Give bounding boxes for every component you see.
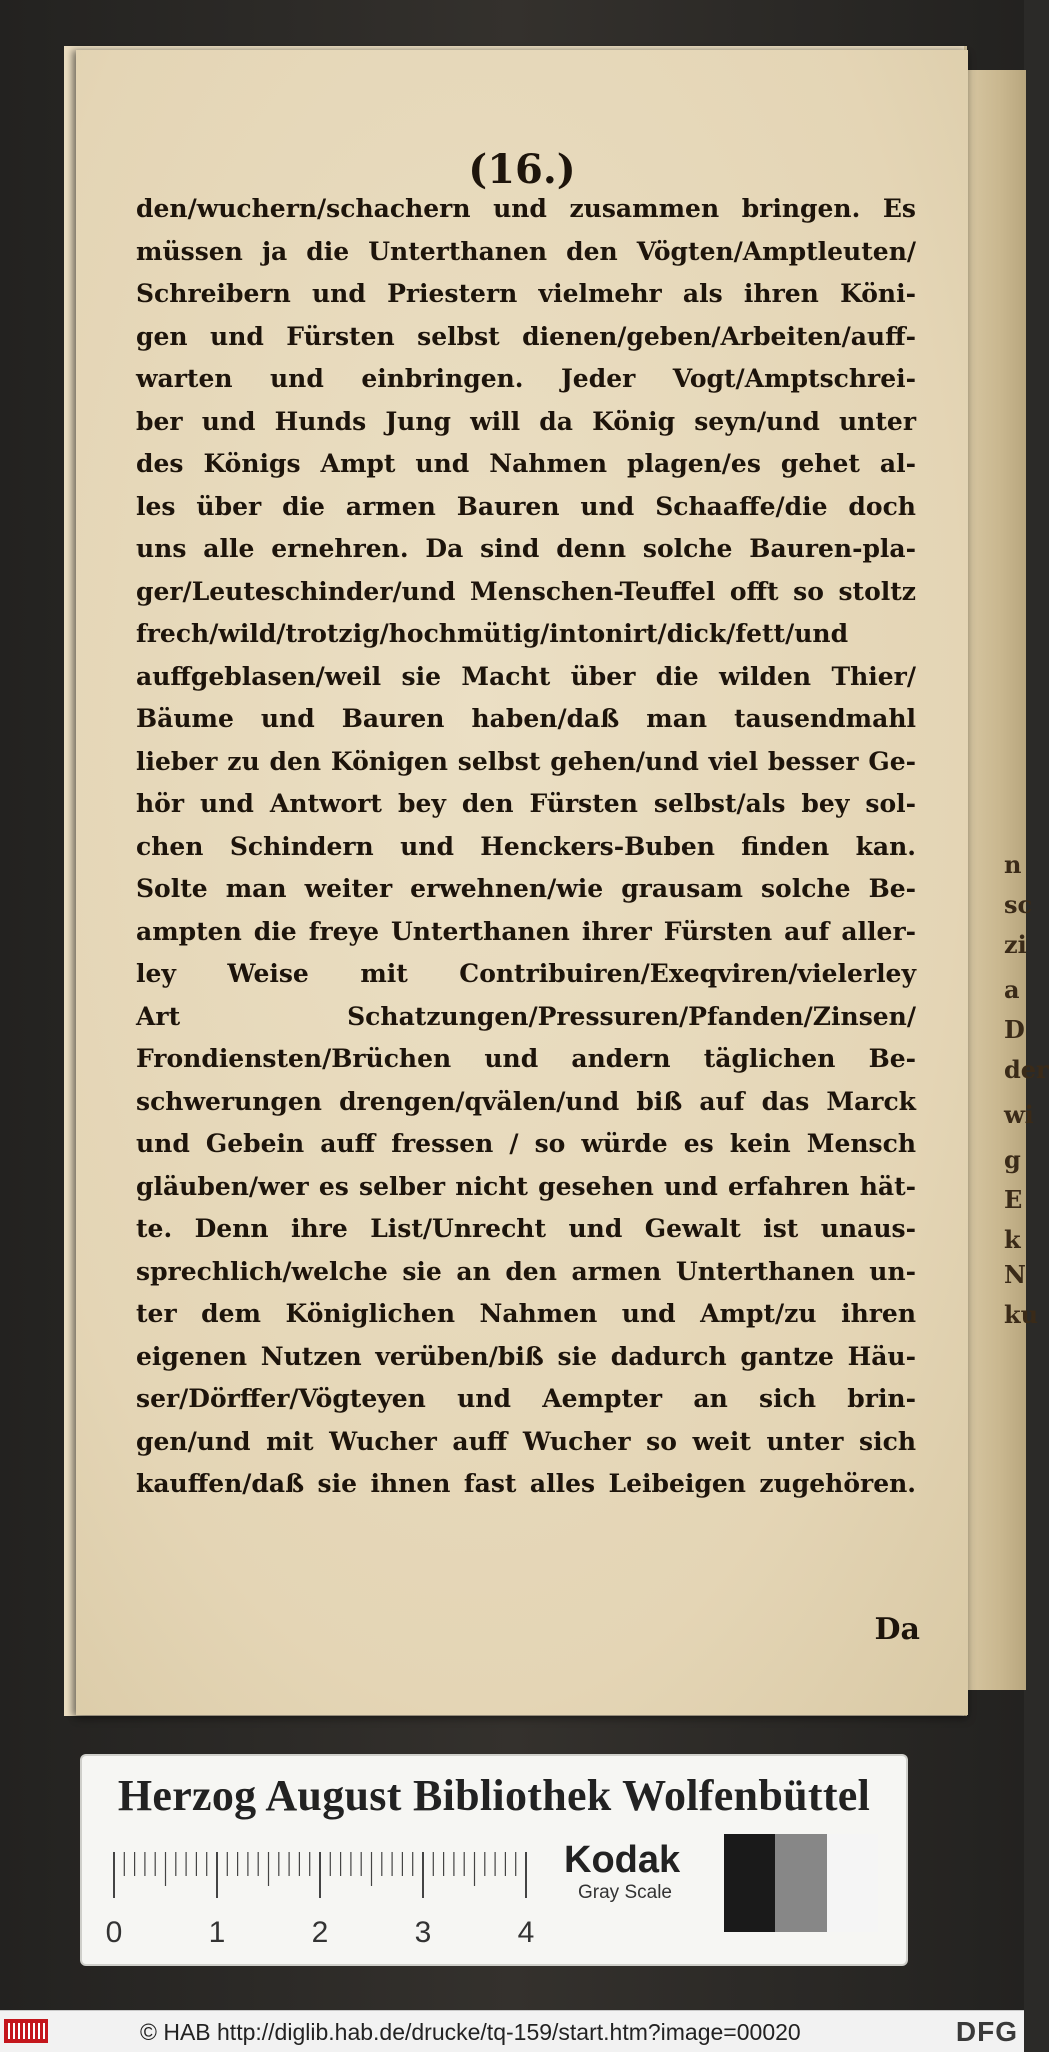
- adjacent-page-fragment: wi: [1004, 1100, 1034, 1129]
- copyright-url: © HAB http://diglib.hab.de/drucke/tq-159/start.htm?image=00020: [140, 2019, 801, 2045]
- text-line: schwerungen drengen/qvälen/und biß auf das Marck: [136, 1086, 916, 1116]
- text-line: den/wuchern/schachern und zusammen bringen. Es: [136, 194, 916, 223]
- text-line: les über die armen Bauren und Schaaffe/die doch: [136, 491, 916, 521]
- text-line: gläuben/wer es selber nicht gesehen und erfahren hät-: [136, 1171, 916, 1201]
- text-line: ser/Dörffer/Vögteyen und Aempter an sich brin-: [136, 1384, 916, 1413]
- gray-swatch: [775, 1834, 826, 1932]
- text-line: ley Weise mit Contribuiren/Exeqviren/vielerley: [136, 959, 916, 988]
- adjacent-page-fragment: g: [1004, 1145, 1021, 1174]
- library-name: Herzog August Bibliothek Wolfenbüttel: [117, 1771, 871, 1820]
- text-line: kauffen/daß sie ihnen fast alles Leibeigen zugehören.: [136, 1469, 916, 1498]
- adjacent-page-fragment: E: [1004, 1185, 1023, 1214]
- adjacent-page-fragment: k: [1004, 1225, 1021, 1254]
- adjacent-page-fragment: N: [1004, 1260, 1026, 1289]
- book-page: [76, 50, 968, 1715]
- adjacent-page-fragment: der: [1004, 1055, 1049, 1084]
- text-line: Art Schatzungen/Pressuren/Pfanden/Zinsen/: [136, 1001, 916, 1031]
- page-number: (16.): [468, 146, 576, 193]
- text-line: uns alle ernehren. Da sind denn solche Bauren-pla-: [136, 534, 916, 563]
- text-line: gen und Fürsten selbst dienen/geben/Arbeiten/auff-: [136, 321, 916, 351]
- text-line: lieber zu den Königen selbst gehen/und viel besser Ge-: [136, 746, 916, 776]
- ruler-number: 2: [311, 1916, 329, 1949]
- hab-logo-icon: [4, 2019, 48, 2043]
- text-line: ampten die freye Unterthanen ihrer Fürsten auf aller-: [136, 916, 916, 946]
- kodak-label: [564, 1838, 734, 1904]
- text-line: eigenen Nutzen verüben/biß sie dadurch gantze Häu-: [136, 1341, 916, 1371]
- catchword: Da: [874, 1612, 920, 1647]
- adjacent-page-fragment: n: [1004, 850, 1022, 879]
- kodak-name: Kodak: [564, 1839, 681, 1881]
- adjacent-page-fragment: zi: [1004, 930, 1027, 959]
- adjacent-page-fragment: ku: [1004, 1300, 1039, 1329]
- text-line: ter dem Königlichen Nahmen und Ampt/zu ihren: [136, 1299, 916, 1328]
- page-text: [136, 188, 916, 1506]
- adjacent-page-fragment: sc: [1004, 890, 1033, 919]
- dfg-logo: DFG: [955, 2016, 1018, 2047]
- text-line: Solte man weiter erwehnen/wie grausam solche Be-: [136, 874, 916, 903]
- gray-scale-label: Gray Scale: [578, 1882, 672, 1903]
- text-line: chen Schindern und Henckers-Buben finden kan.: [136, 831, 916, 861]
- ruler-number: 4: [517, 1916, 535, 1949]
- adjacent-page-fragment: D: [1004, 1015, 1025, 1044]
- ruler-number: 3: [414, 1916, 432, 1949]
- ruler-number: 1: [208, 1916, 226, 1949]
- text-line: ger/Leuteschinder/und Menschen-Teuffel offt so stoltz: [136, 576, 916, 606]
- text-line: frech/wild/trotzig/hochmütig/intonirt/dick/fett/und: [136, 619, 849, 648]
- text-line: gen/und mit Wucher auff Wucher so weit unter sich: [136, 1426, 916, 1456]
- footer-bar: [0, 2010, 1024, 2052]
- text-line: sprechlich/welche sie an den armen Unterthanen un-: [136, 1256, 916, 1286]
- text-line: te. Denn ihre List/Unrecht und Gewalt ist unaus-: [136, 1214, 916, 1243]
- text-line: müssen ja die Unterthanen den Vögten/Amptleuten/: [136, 236, 916, 266]
- gray-scale-swatches: [724, 1834, 878, 1932]
- text-line: hör und Antwort bey den Fürsten selbst/als bey sol-: [136, 789, 916, 818]
- text-line: ber und Hunds Jung will da König seyn/und unter: [136, 406, 916, 436]
- adjacent-page-edge: [960, 70, 1049, 1690]
- gray-swatch: [827, 1834, 878, 1932]
- text-line: Bäume und Bauren haben/daß man tausendmahl: [136, 704, 916, 733]
- text-line: des Königs Ampt und Nahmen plagen/es gehet al-: [136, 449, 916, 478]
- text-line: Frondiensten/Brüchen und andern täglichen Be-: [136, 1044, 916, 1073]
- ruler-number: 0: [105, 1916, 123, 1949]
- adjacent-page-fragment: a: [1004, 975, 1020, 1004]
- measure-ruler: [106, 1848, 626, 1948]
- text-line: auffgeblasen/weil sie Macht über die wilden Thier/: [136, 661, 916, 691]
- text-line: Schreibern und Priestern vielmehr als ihren Köni-: [136, 279, 916, 308]
- text-line: warten und einbringen. Jeder Vogt/Amptschrei-: [136, 364, 916, 393]
- text-line: und Gebein auff fressen / so würde es kein Mensch: [136, 1129, 916, 1158]
- archive-card: [82, 1756, 906, 1964]
- gray-swatch: [724, 1834, 775, 1932]
